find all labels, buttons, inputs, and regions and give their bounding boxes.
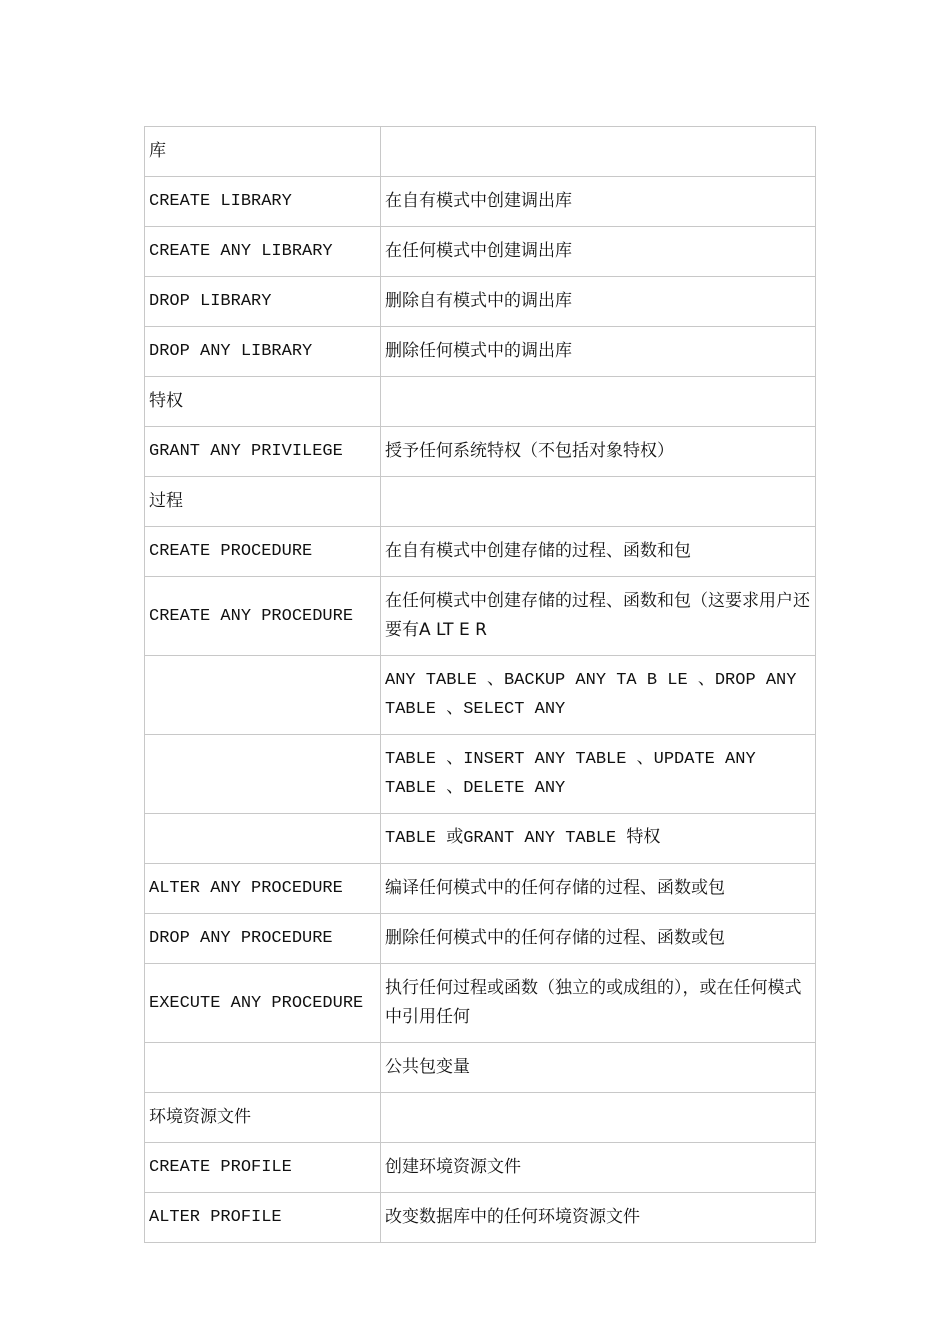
table-row [145,1143,816,1193]
privilege-cell: CREATE LIBRARY [145,177,381,227]
description-cell: ANY TABLE 、BACKUP ANY TA B LE 、DROP ANY TABLE 、SELECT ANY [381,656,816,735]
description-cell: TABLE 、INSERT ANY TABLE 、UPDATE ANY TABLE 、DELETE ANY [381,735,816,814]
table-row [145,377,816,427]
description-cell: 在任何模式中创建存储的过程、函数和包（这要求用户还要有A LT E R [381,577,816,656]
table-row [145,864,816,914]
description-cell: 删除任何模式中的调出库 [381,327,816,377]
description-cell: 编译任何模式中的任何存储的过程、函数或包 [381,864,816,914]
privilege-cell: EXECUTE ANY PROCEDURE [145,964,381,1043]
description-cell: TABLE 或GRANT ANY TABLE 特权 [381,814,816,864]
privilege-cell [145,735,381,814]
privilege-cell [145,1043,381,1093]
section-heading: 过程 [145,477,381,527]
table-row [145,577,816,656]
description-cell: 在自有模式中创建调出库 [381,177,816,227]
privilege-cell: CREATE PROCEDURE [145,527,381,577]
description-cell [381,127,816,177]
table-row [145,127,816,177]
table-row [145,477,816,527]
table-row [145,527,816,577]
privilege-cell [145,656,381,735]
privilege-cell: CREATE ANY PROCEDURE [145,577,381,656]
privilege-cell: ALTER ANY PROCEDURE [145,864,381,914]
table-row [145,735,816,814]
privilege-cell: DROP ANY PROCEDURE [145,914,381,964]
description-cell: 删除自有模式中的调出库 [381,277,816,327]
privilege-cell: GRANT ANY PRIVILEGE [145,427,381,477]
description-cell [381,1093,816,1143]
privileges-table [144,126,816,1243]
table-row [145,227,816,277]
table-row [145,656,816,735]
description-cell: 创建环境资源文件 [381,1143,816,1193]
privilege-cell: ALTER PROFILE [145,1193,381,1243]
table-row [145,814,816,864]
table-row [145,1093,816,1143]
table-row [145,327,816,377]
description-cell: 执行任何过程或函数（独立的或成组的），或在任何模式中引用任何 [381,964,816,1043]
privilege-cell [145,814,381,864]
description-cell: 改变数据库中的任何环境资源文件 [381,1193,816,1243]
privilege-cell: CREATE ANY LIBRARY [145,227,381,277]
description-cell [381,477,816,527]
description-cell [381,377,816,427]
table-row [145,1193,816,1243]
description-cell: 公共包变量 [381,1043,816,1093]
section-heading: 特权 [145,377,381,427]
privilege-cell: DROP LIBRARY [145,277,381,327]
description-cell: 删除任何模式中的任何存储的过程、函数或包 [381,914,816,964]
table-row [145,277,816,327]
description-cell: 在自有模式中创建存储的过程、函数和包 [381,527,816,577]
table-row [145,427,816,477]
privilege-cell: CREATE PROFILE [145,1143,381,1193]
table-row [145,914,816,964]
description-cell: 在任何模式中创建调出库 [381,227,816,277]
description-cell: 授予任何系统特权（不包括对象特权） [381,427,816,477]
section-heading: 库 [145,127,381,177]
table-row [145,964,816,1043]
table-row [145,177,816,227]
privilege-cell: DROP ANY LIBRARY [145,327,381,377]
section-heading: 环境资源文件 [145,1093,381,1143]
table-row [145,1043,816,1093]
